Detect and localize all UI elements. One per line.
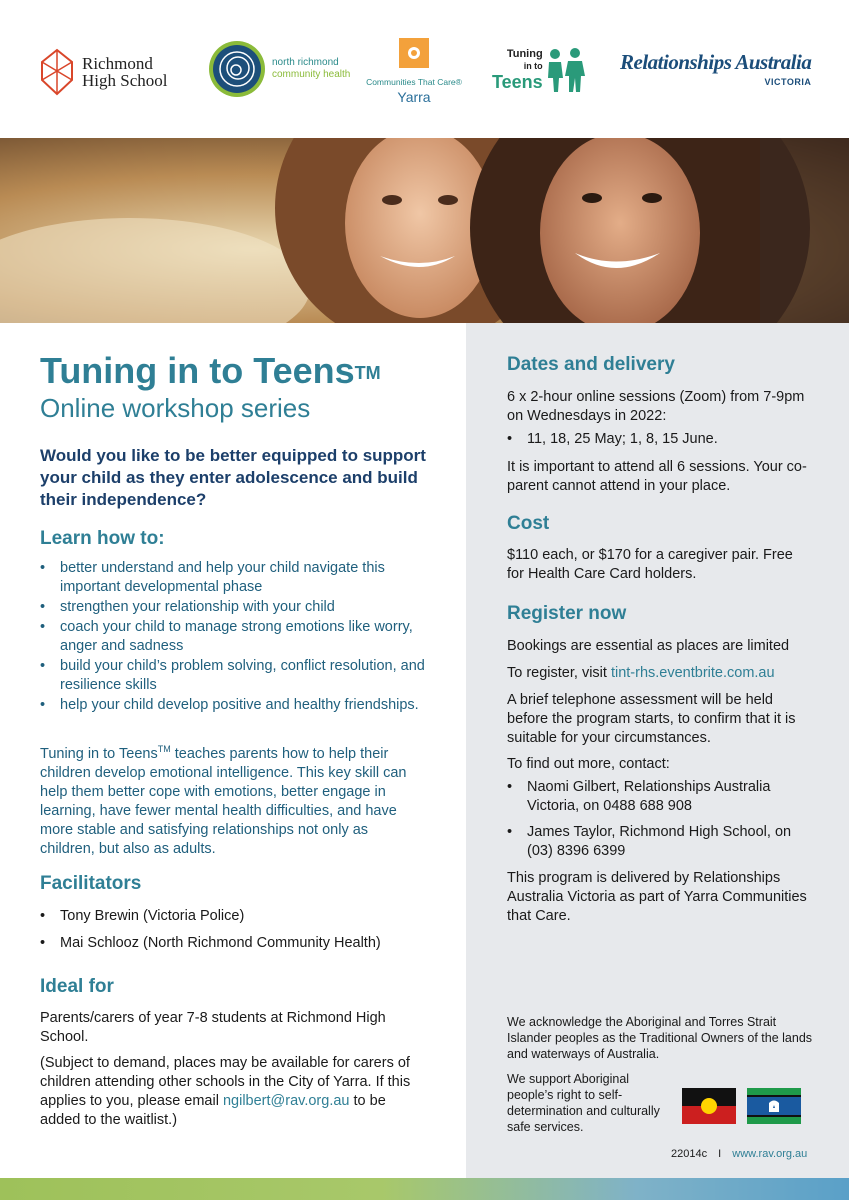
rhs-name-line2: High School [82, 71, 168, 90]
bottom-color-band [0, 1178, 849, 1200]
list-item: • Naomi Gilbert, Relationships Australia Victoria, on 0488 688 908 [507, 778, 817, 816]
torres-strait-islander-flag-icon [747, 1088, 801, 1124]
eventbrite-link[interactable]: tint-rhs.eventbrite.com.au [610, 665, 775, 681]
learn-heading: Learn how to: [40, 528, 165, 549]
ra-logo-title: Relationships Australia [620, 50, 812, 74]
cost-paragraph: $110 each, or $170 for a caregiver pair. Free for Health Care Card holders. [507, 547, 793, 582]
communities-that-care-logo [362, 38, 466, 105]
list-item: • coach your child to manage strong emotions like worry, anger and sadness [40, 618, 435, 656]
list-item: • Mai Schlooz (North Richmond Community Health) [40, 934, 450, 953]
tit-logo-word1: Tuning [506, 48, 543, 60]
list-item: • Tony Brewin (Victoria Police) [40, 907, 450, 926]
page-subtitle: Online workshop series [40, 393, 311, 423]
about-paragraph [40, 740, 420, 859]
ctc-region: Yarra [397, 89, 431, 105]
register-paragraph-2 [507, 664, 827, 683]
support-text: We support Aboriginal people’s right to self-determination and culturally safe services. [507, 1072, 660, 1134]
learn-list [40, 559, 435, 716]
richmond-high-school-logo [40, 48, 167, 96]
dates-list [507, 430, 807, 449]
left-column [0, 323, 466, 1178]
register-heading: Register now [507, 603, 627, 624]
tit-logo-word3: Teens [492, 72, 543, 92]
tuning-in-to-teens-logo [492, 48, 587, 94]
cost-heading: Cost [507, 513, 550, 534]
relationships-australia-logo [620, 50, 811, 87]
list-item: • James Taylor, Richmond High School, on (03) 8396 6399 [507, 823, 817, 861]
footer-website-link[interactable]: www.rav.org.au [732, 1148, 808, 1160]
nrch-name-line2: community health [272, 69, 351, 80]
ideal-p2-end: to be added to the waitlist.) [40, 1093, 386, 1128]
register-visit-text: To register, visit [507, 665, 611, 681]
facilitators-heading: Facilitators [40, 873, 142, 894]
footer-code: 22014c [671, 1148, 708, 1160]
tit-figures-icon [543, 48, 587, 94]
hero-photo [0, 138, 849, 323]
hero-photo-image [0, 138, 849, 323]
ra-logo-sub: VICTORIA [764, 77, 812, 87]
acknowledgement-text: We acknowledge the Aboriginal and Torres Strait Islander peoples as the Traditional Owners of the lands and waterways of Australia. [507, 1015, 813, 1061]
list-item: • 11, 18, 25 May; 1, 8, 15 June. [507, 430, 807, 449]
ctc-sun-icon [399, 38, 429, 68]
register-paragraph-1: Bookings are essential as places are limited [507, 638, 790, 654]
right-column [466, 323, 849, 1178]
rhs-name-line1: Richmond [82, 54, 153, 73]
aboriginal-flag-icon [682, 1088, 736, 1124]
footer [671, 1148, 807, 1160]
ideal-p2-start: (Subject to demand, places may be available for carers of children attending other schools in the City of Yarra. If this applies to you, please email [40, 1055, 411, 1109]
lead-question: Would you like to be better equipped to support your child as they enter adolescence and build their independence? [40, 446, 426, 509]
register-paragraph-4: To find out more, contact: [507, 756, 670, 772]
ideal-heading: Ideal for [40, 976, 114, 997]
footer-separator: I [718, 1148, 722, 1160]
about-lead: Tuning in to Teens [40, 745, 158, 762]
logo-bar [0, 0, 849, 138]
page-title-tm: TM [354, 363, 381, 383]
nrch-name-line1: north richmond [272, 57, 339, 68]
about-tm: TM [157, 744, 171, 754]
facilitators-list [40, 907, 450, 961]
page-title [40, 351, 381, 391]
register-paragraph-5: This program is delivered by Relationships Australia Victoria as part of Yarra Communities that Care. [507, 870, 807, 924]
list-item: • better understand and help your child navigate this important developmental phase [40, 559, 435, 597]
dates-paragraph-1: 6 x 2-hour online sessions (Zoom) from 7-9pm on Wednesdays in 2022: [507, 389, 805, 424]
tit-logo-word2: in to [523, 61, 543, 71]
north-richmond-community-health-logo [208, 40, 350, 98]
list-item: • help your child develop positive and healthy friendships. [40, 696, 435, 715]
list-item: • build your child’s problem solving, conflict resolution, and resilience skills [40, 657, 435, 695]
page-title-text: Tuning in to Teens [40, 350, 355, 391]
register-paragraph-3: A brief telephone assessment will be held before the program starts, to confirm that it is suitable for your circumstances. [507, 692, 796, 746]
waitlist-email-link[interactable]: ngilbert@rav.org.au [222, 1093, 350, 1109]
about-text: teaches parents how to help their children develop emotional intelligence. This key skill can help them better cope with emotions, better engage in learning, have fewer mental health difficulties, and have more stable and satisfying relationships not only as children, but also as adults. [40, 745, 407, 857]
dates-paragraph-2: It is important to attend all 6 sessions. Your co-parent cannot attend in your place. [507, 459, 807, 494]
ctc-name: Communities That Care® [366, 77, 462, 87]
nrch-swirl-icon [208, 40, 266, 98]
contacts-list [507, 778, 817, 861]
list-item: • strengthen your relationship with your child [40, 598, 435, 617]
rhs-crest-icon [40, 48, 74, 96]
dates-heading: Dates and delivery [507, 354, 675, 375]
ideal-paragraph-1: Parents/carers of year 7-8 students at Richmond High School. [40, 1010, 386, 1045]
ideal-paragraph-2 [40, 1054, 430, 1130]
